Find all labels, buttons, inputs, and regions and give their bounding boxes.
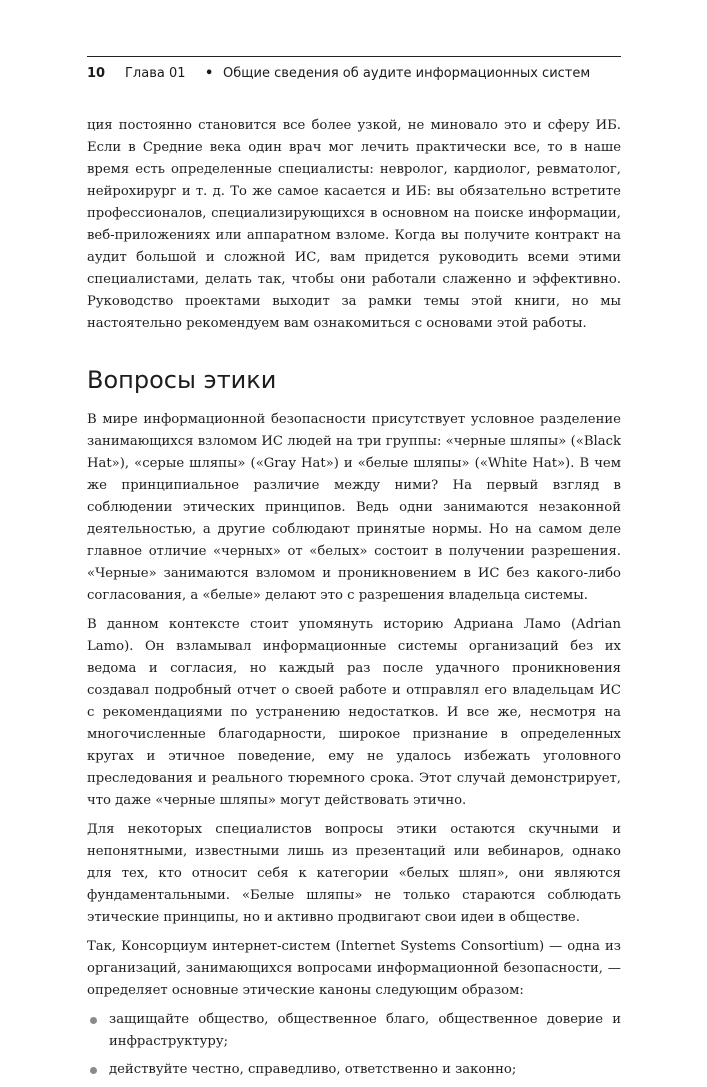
bullet-icon: [90, 1067, 97, 1074]
section-heading: Вопросы этики: [87, 366, 277, 394]
running-header: [87, 56, 621, 81]
paragraph-hats: В мире информационной безопасности присутствует условное разделение занимающихся взломом ИС людей на три группы: «черные шляпы» («Black Hat»), «серые шляпы» («Gray Hat») и «белые шляпы» («White Hat»). В чем же принципиальное различие между ними? На первый взгляд в соблюдении этических принципов. Ведь одни занимаются незаконной деятельностью, а другие соблюдают принятые нормы. Но на самом деле главное отличие «черных» от «белых» состоит в получении разрешения. «Черные» занимаются взломом и проникновением в ИС без какого-либо согласования, а «белые» делают это с разрешения владельца системы.: [87, 412, 621, 603]
body-text: [87, 115, 621, 1087]
paragraph-isc: Так, Консорциум интернет-систем (Internet Systems Consortium) — одна из организаций, занимающихся вопросами информационной безопасности, — определяет основные этические каноны следующим образом:: [87, 939, 621, 998]
paragraph-lamo: В данном контексте стоит упомянуть историю Адриана Ламо (Adrian Lamo). Он взламывал информационные системы организаций без их ведома и согласия, но каждый раз после удачного проникновения создавал подробный отчет о своей работе и отправлял его владельцам ИС с рекомендациями по устранению недостатков. И все же, несмотря на многочисленные благодарности, широкое признание в определенных кругах и этичное поведение, ему не удалось избежать уголовного преследования и реального тюремного срока. Этот случай демонстрирует, что даже «черные шляпы» могут действовать этично.: [87, 617, 621, 808]
ethics-canons-list: [87, 1009, 621, 1081]
list-item: [87, 1059, 621, 1081]
header-separator: •: [205, 66, 214, 81]
intro-paragraph: ция постоянно становится все более узкой, не миновало это и сферу ИБ. Если в Средние века один врач мог лечить практически все, то в наше время есть определенные специалисты: невролог, кардиолог, ревматолог, нейрохирург и т. д. То же самое касается и ИБ: вы обязательно встретите профессионалов, специализирующихся в основном на поиске информации, веб-приложениях или аппаратном взломе. Когда вы получите контракт на аудит большой и сложной ИС, вам придется руководить всеми этими специалистами, делать так, чтобы они работали слаженно и эффективно. Руководство проектами выходит за рамки темы этой книги, но мы настоятельно рекомендуем вам ознакомиться с основами этой работы.: [87, 118, 621, 331]
page-number: 10: [87, 66, 106, 81]
bullet-icon: [90, 1017, 97, 1024]
chapter-title: Общие сведения об аудите информационных систем: [223, 66, 591, 81]
list-item-text: защищайте общество, общественное благо, общественное доверие и инфраструктуру;: [109, 1012, 621, 1049]
list-item-text: действуйте честно, справедливо, ответственно и законно;: [109, 1062, 517, 1077]
list-item: [87, 1009, 621, 1053]
paragraph-specialists: Для некоторых специалистов вопросы этики остаются скучными и непонятными, известными лишь из презентаций или вебинаров, однако для тех, кто относит себя к категории «белых шляп», они являются фундаментальными. «Белые шляпы» не только стараются соблюдать этические принципы, но и активно продвигают свои идеи в обществе.: [87, 822, 621, 925]
chapter-label: Глава 01: [125, 66, 186, 81]
